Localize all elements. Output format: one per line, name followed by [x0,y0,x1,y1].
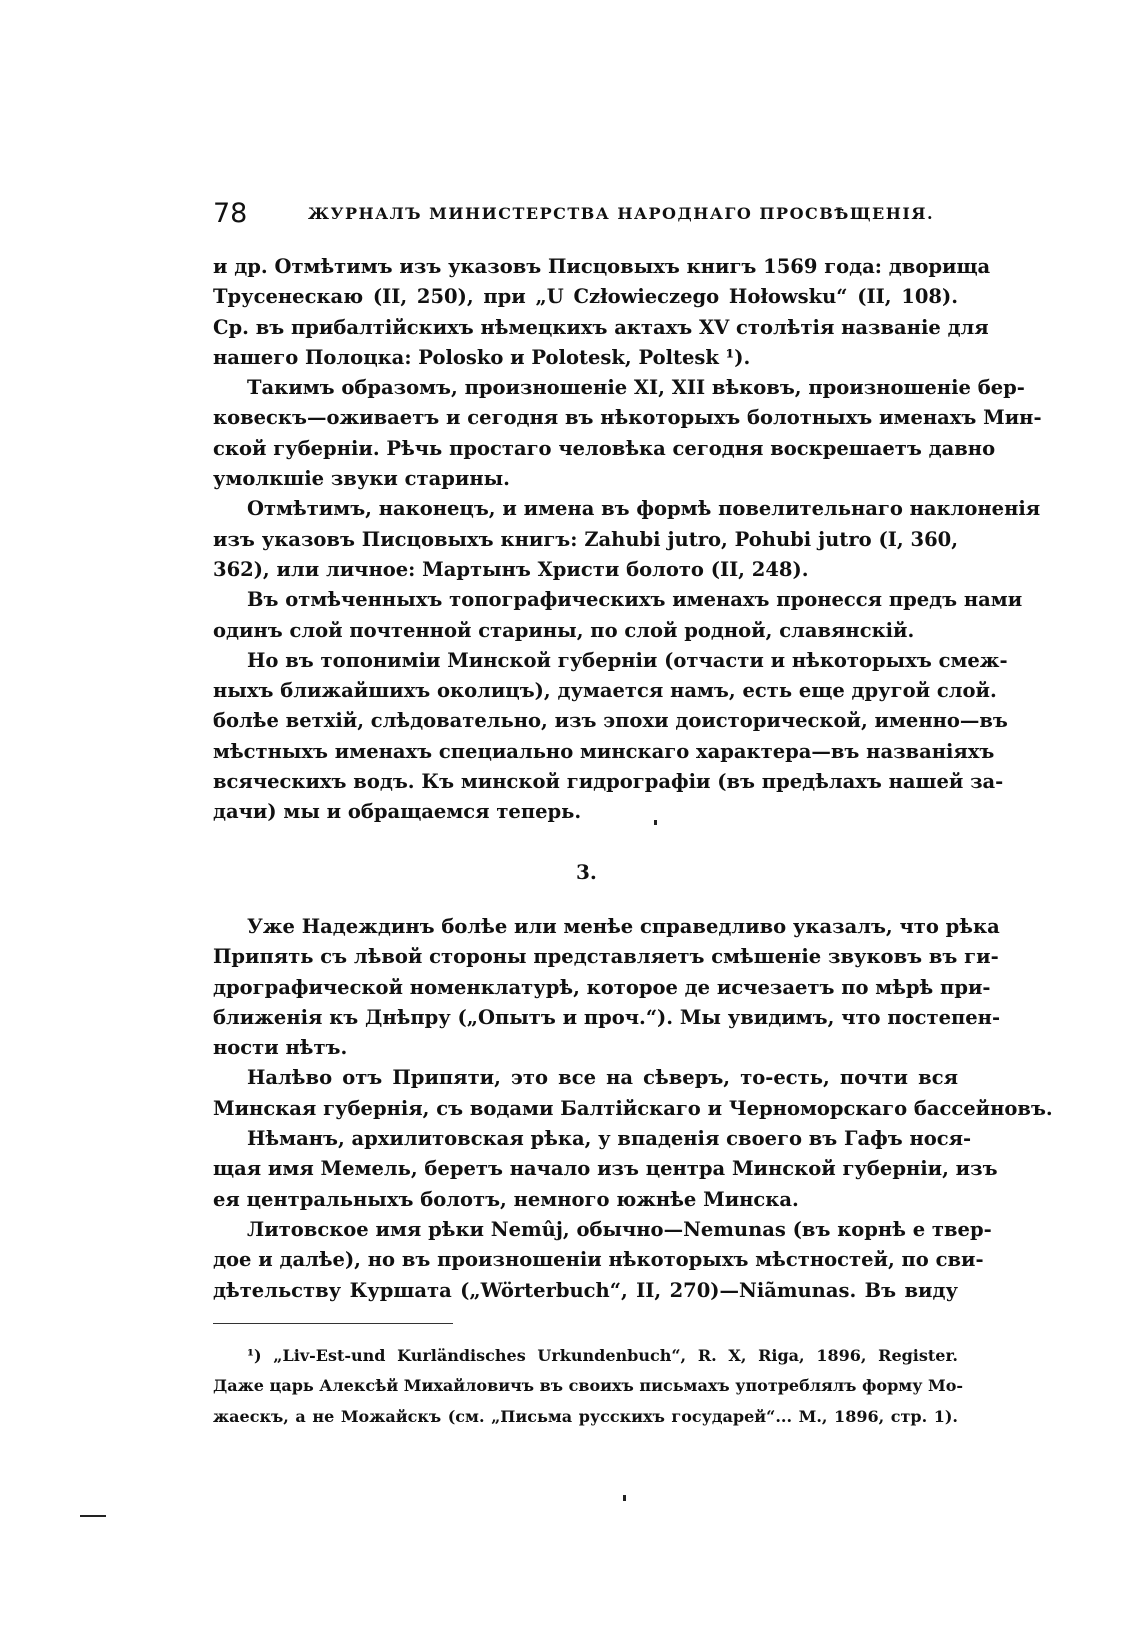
text-line: всяческихъ водъ. Къ минской гидрографіи (въ предѣлахъ нашей за- [213,770,1004,794]
text-line: Трусенескаю (II, 250), при „U Człowieczego Hołowsku“ (II, 108). [213,285,958,309]
page-number: 78 [213,198,248,229]
text-line: Припять съ лѣвой стороны представляетъ смѣшеніе звуковъ въ ги- [213,945,999,969]
footnote-line: Даже царь Алексѣй Михайловичъ въ своихъ письмахъ употреблялъ форму Мо- [213,1376,964,1396]
text-line: Но въ топонимiи Минской губерніи (отчасти и нѣкоторыхъ смеж- [247,648,1008,672]
text-line: умолкшіе звуки старины. [213,467,510,491]
text-line: Налѣво отъ Припяти, это все на сѣверъ, то-есть, почти вся [247,1066,958,1090]
running-title: ЖУРНАЛЪ МИНИСТЕРСТВА НАРОДНАГО ПРОСВѢЩЕНІЯ. [308,204,935,223]
text-line: изъ указовъ Писцовыхъ книгъ: Zahubi jutro, Pohubi jutro (I, 360, [213,527,958,551]
text-line: болѣе ветхій, слѣдовательно, изъ эпохи доисторической, именно—въ [213,709,1008,733]
text-line: дѣтельству Куршата („Wörterbuch“, II, 270)—Niãmunas. Въ виду [213,1278,958,1302]
scan-artifact-dash [80,1515,106,1517]
text-line: Уже Надеждинъ болѣе или менѣе справедливо указалъ, что рѣка [247,915,1000,938]
text-line: одинъ слой почтенной старины, по слой родной, славянскій. [213,618,915,642]
footnote-line: ¹) „Liv-Est-und Kurländisches Urkundenbuch“, R. X, Riga, 1896, Register. [247,1346,958,1365]
text-line: 362), или личное: Мартынъ Христи болото (II, 248). [213,557,809,581]
text-line: Отмѣтимъ, наконецъ, и имена въ формѣ повелительнаго наклоненія [247,497,1041,521]
text-line: ности нѣтъ. [213,1036,348,1060]
footnote-divider [213,1323,453,1324]
scan-artifact-dot [654,820,657,825]
text-line: ской губерніи. Рѣчь простаго человѣка сегодня воскрешаетъ давно [213,436,996,460]
page-header [213,198,958,232]
text-line: Минская губернія, съ водами Балтійскаго и Черноморскаго бассейновъ. [213,1096,1053,1120]
text-block-lower [213,912,1053,1306]
text-line: Такимъ образомъ, произношеніе XI, XII вѣковъ, произношеніе бер- [247,376,1025,400]
text-line: ближенія къ Днѣпру („Опытъ и проч.“). Мы увидимъ, что постепен- [213,1005,1001,1029]
text-line: Нѣманъ, архилитовская рѣка, у впаденія своего въ Гафъ нося- [247,1127,972,1151]
text-line: Въ отмѣченныхъ топографическихъ именахъ пронесся предъ нами [247,588,1023,612]
text-line: дачи) мы и обращаемся теперь. [213,800,582,824]
text-line: Литовское имя рѣки Nemûj, обычно—Nemunas (въ корнѣ е твер- [247,1217,992,1241]
section-number: 3. [576,860,597,884]
text-block-upper [213,252,1042,828]
text-line: дое и далѣе), но въ произношеніи нѣкоторыхъ мѣстностей, по сви- [213,1248,984,1272]
text-line: ковескъ—оживаетъ и сегодня въ нѣкоторыхъ болотныхъ именахъ Мин- [213,406,1042,430]
footnotes [213,1343,964,1434]
text-line: ея центральныхъ болотъ, немного южнѣе Минска. [213,1187,799,1211]
scan-artifact-dot [623,1495,626,1501]
footnote-line: жаескъ, а не Можайскъ (см. „Письма русскихъ государей“... М., 1896, стр. 1). [213,1406,958,1426]
text-line: нашего Полоцка: Polosko и Polotesk, Poltesk ¹). [213,345,751,369]
text-line: дрографической номенклатурѣ, которое де исчезаетъ по мѣрѣ при- [213,975,991,999]
text-line: Ср. въ прибалтійскихъ нѣмецкихъ актахъ XV столѣтія названіе для [213,315,989,339]
text-line: щая имя Мемель, беретъ начало изъ центра Минской губерніи, изъ [213,1157,998,1181]
text-line: и др. Отмѣтимъ изъ указовъ Писцовыхъ книгъ 1569 года: дворища [213,255,991,278]
text-line: мѣстныхъ именахъ специально минскаго характера—въ названіяхъ [213,739,995,763]
text-line: ныхъ ближайшихъ околицъ), думается намъ, есть еще другой слой. [213,679,997,703]
